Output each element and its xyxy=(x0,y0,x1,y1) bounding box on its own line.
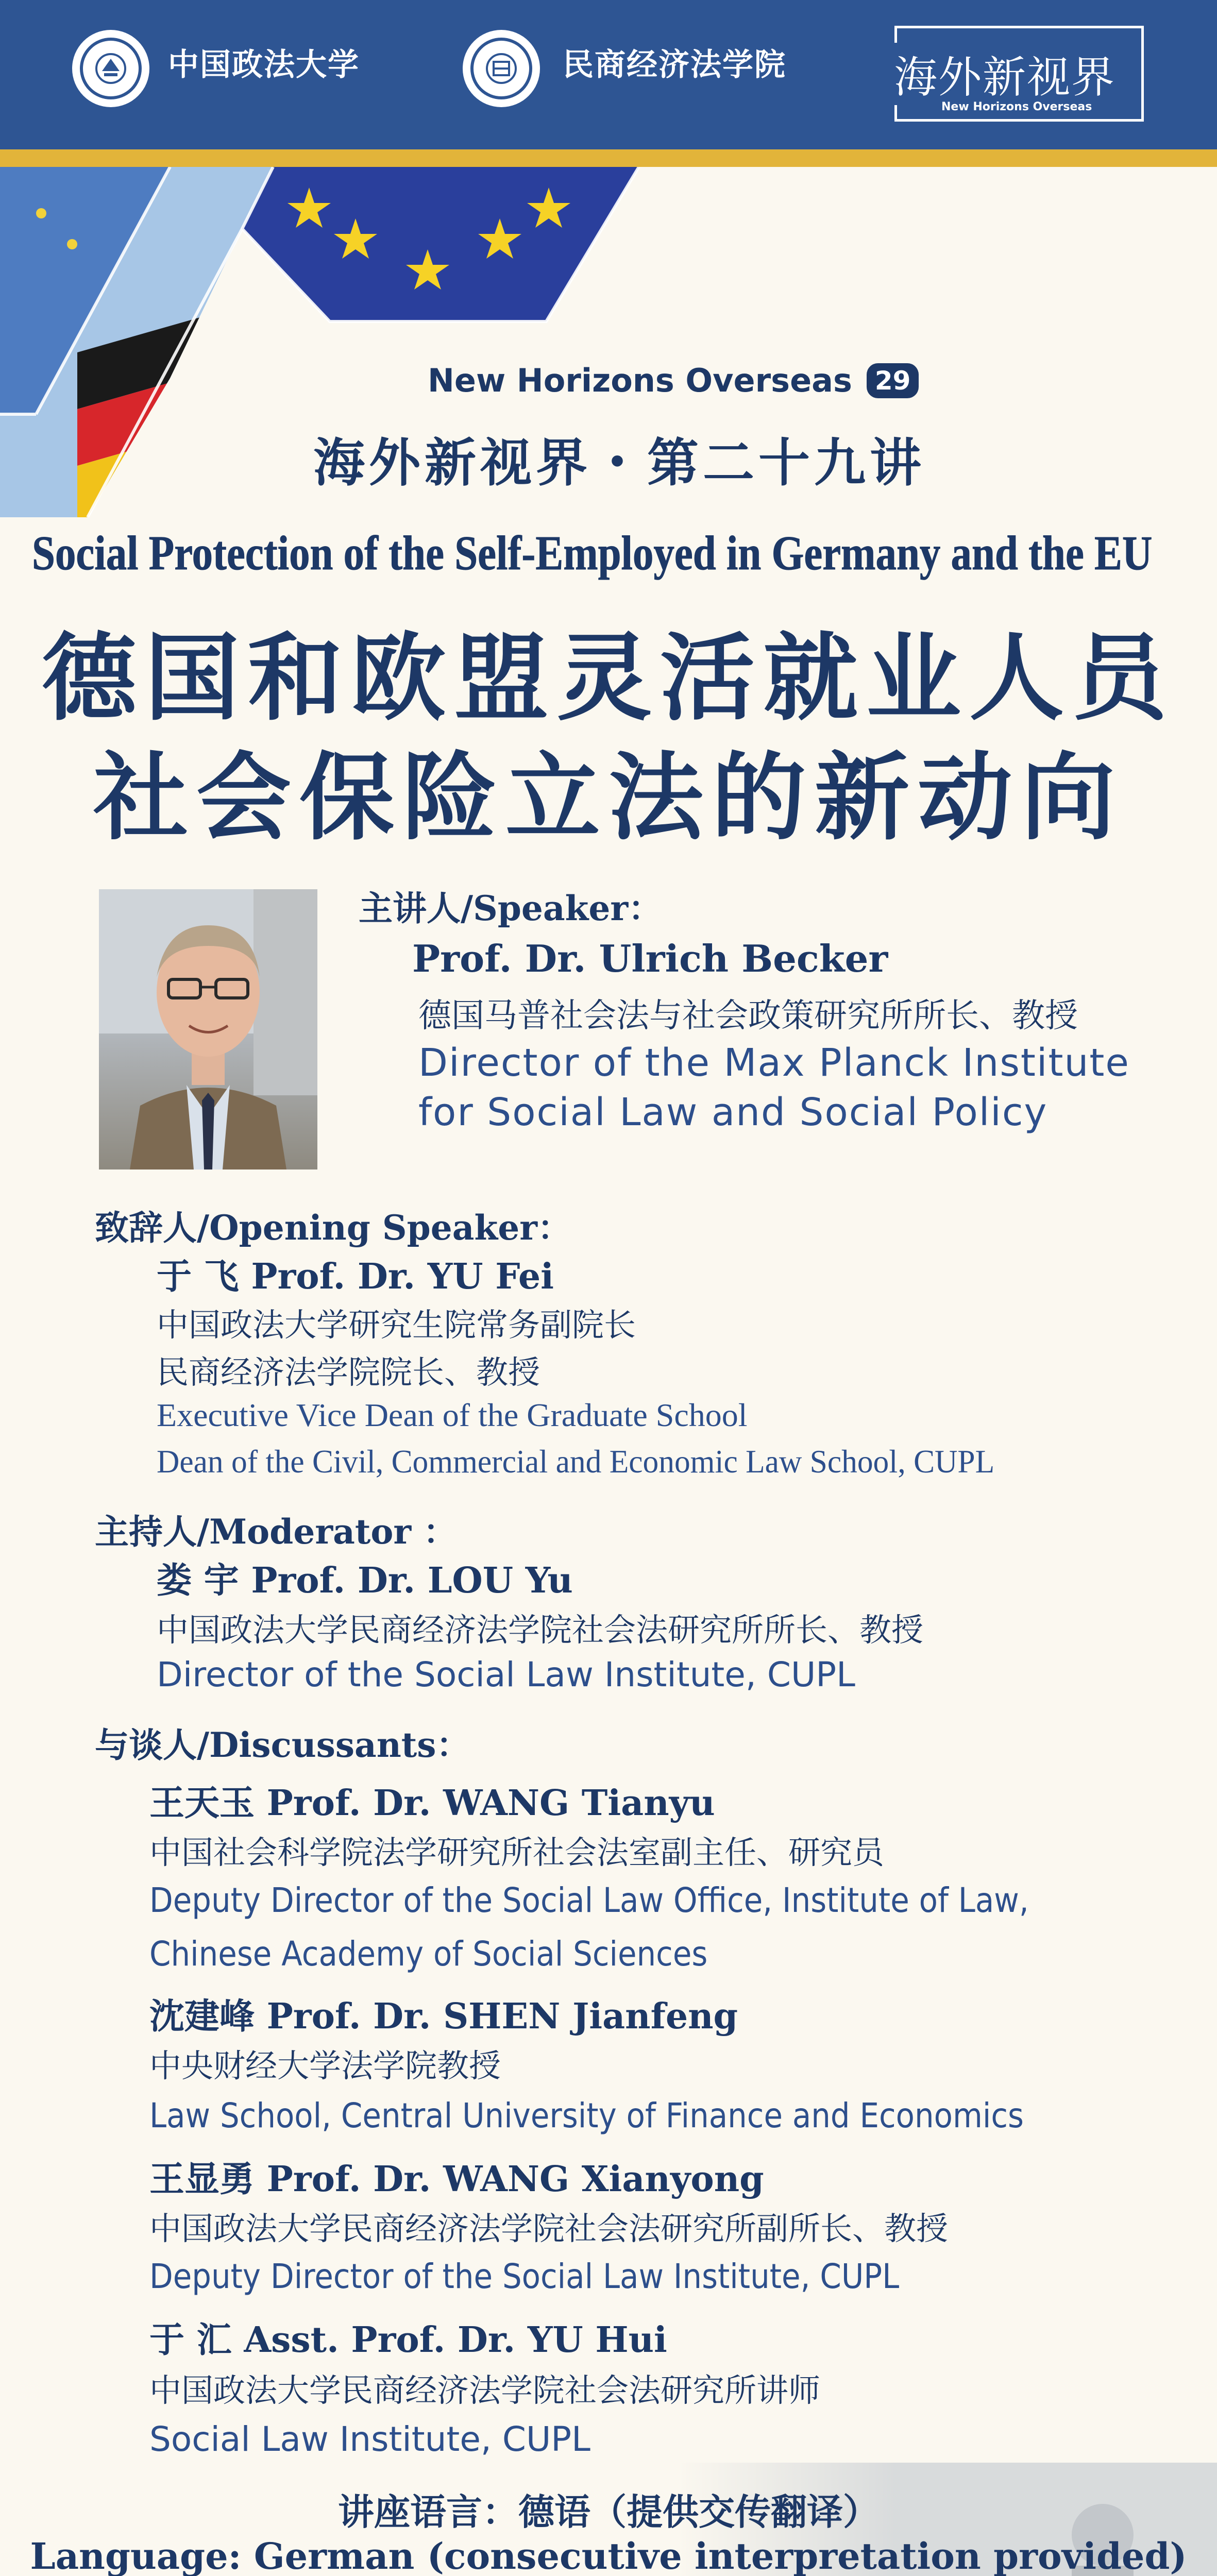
discussant-affiliation-cn: 中国社会科学院法学研究所社会法室副主任、研究员 xyxy=(149,1834,885,1871)
discussant-affiliation-en: Social Law Institute, CUPL xyxy=(149,2419,590,2459)
discussant-name: 王天玉 Prof. Dr. WANG Tianyu xyxy=(149,1783,715,1824)
discussants-label: 与谈人/Discussants： xyxy=(95,1725,470,1765)
discussant-affiliation-en: Law School, Central University of Finance and Economics xyxy=(149,2096,1024,2136)
speaker-label: 主讲人/Speaker： xyxy=(359,888,663,928)
discussant-affiliation-en: Deputy Director of the Social Law Institute, CUPL xyxy=(149,2257,900,2296)
brand-logo xyxy=(894,26,1144,122)
language-en: Language: German (consecutive interpretation provided) xyxy=(30,2535,1187,2576)
lecture-title-cn-line1: 德国和欧盟灵活就业人员 xyxy=(41,623,1175,734)
discussant-name: 于 汇 Asst. Prof. Dr. YU Hui xyxy=(149,2319,667,2361)
discussant-affiliation-en: Chinese Academy of Social Sciences xyxy=(149,1934,708,1974)
lecture-title-en: Social Protection of the Self-Employed in Germany and the EU xyxy=(32,527,1153,580)
school-name: 民商经济法学院 xyxy=(563,47,786,83)
speaker-title-cn: 德国马普社会法与社会政策研究所所长、教授 xyxy=(418,997,1078,1035)
speaker-title-en-1: Director of the Max Planck Institute xyxy=(418,1041,1130,1085)
series-number-badge: 29 xyxy=(867,363,919,398)
opening-speaker-line2: 民商经济法学院院长、教授 xyxy=(157,1353,540,1391)
speaker-name: Prof. Dr. Ulrich Becker xyxy=(412,937,888,980)
discussant-name: 沈建峰 Prof. Dr. SHEN Jianfeng xyxy=(149,1996,738,2037)
speaker-title-en-2: for Social Law and Social Policy xyxy=(418,1090,1048,1134)
opening-speaker-name: 于 飞 Prof. Dr. YU Fei xyxy=(157,1256,554,1297)
opening-speaker-label: 致辞人/Opening Speaker： xyxy=(95,1208,571,1248)
opening-speaker-line4: Dean of the Civil, Commercial and Economic Law School, CUPL xyxy=(157,1443,995,1480)
series-name-en: New Horizons Overseas xyxy=(428,362,852,399)
speaker-photo xyxy=(99,889,317,1170)
discussant-affiliation-cn: 中国政法大学民商经济法学院社会法研究所讲师 xyxy=(149,2371,821,2409)
brand-title: 海外新视界 xyxy=(894,43,1121,105)
moderator-line1: 中国政法大学民商经济法学院社会法研究所所长、教授 xyxy=(157,1611,924,1649)
moderator-label: 主持人/Moderator ： xyxy=(95,1512,458,1552)
moderator-name: 娄 宇 Prof. Dr. LOU Yu xyxy=(157,1560,573,1601)
discussant-affiliation-cn: 中国政法大学民商经济法学院社会法研究所副所长、教授 xyxy=(149,2210,949,2247)
university-name: 中国政法大学 xyxy=(168,47,360,83)
discussant-affiliation-en: Deputy Director of the Social Law Office, Institute of Law, xyxy=(149,1880,1029,1920)
opening-speaker-line1: 中国政法大学研究生院常务副院长 xyxy=(157,1306,636,1344)
brand-subtitle: New Horizons Overseas xyxy=(941,100,1092,113)
discussant-name: 王显勇 Prof. Dr. WANG Xianyong xyxy=(149,2159,764,2200)
university-seal-icon xyxy=(72,30,149,107)
lecture-title-cn-line2: 社会保险立法的新动向 xyxy=(93,743,1124,853)
opening-speaker-line3: Executive Vice Dean of the Graduate School xyxy=(157,1397,748,1433)
top-gold-divider xyxy=(0,149,1217,167)
moderator-line2: Director of the Social Law Institute, CUPL xyxy=(157,1655,855,1694)
header-bar xyxy=(0,0,1217,149)
series-name-cn: 海外新视界・第二十九讲 xyxy=(313,433,925,493)
series-label xyxy=(428,362,919,399)
discussant-affiliation-cn: 中央财经大学法学院教授 xyxy=(149,2047,501,2084)
language-cn: 讲座语言：德语（提供交传翻译） xyxy=(338,2491,879,2533)
school-seal-icon xyxy=(463,30,540,107)
